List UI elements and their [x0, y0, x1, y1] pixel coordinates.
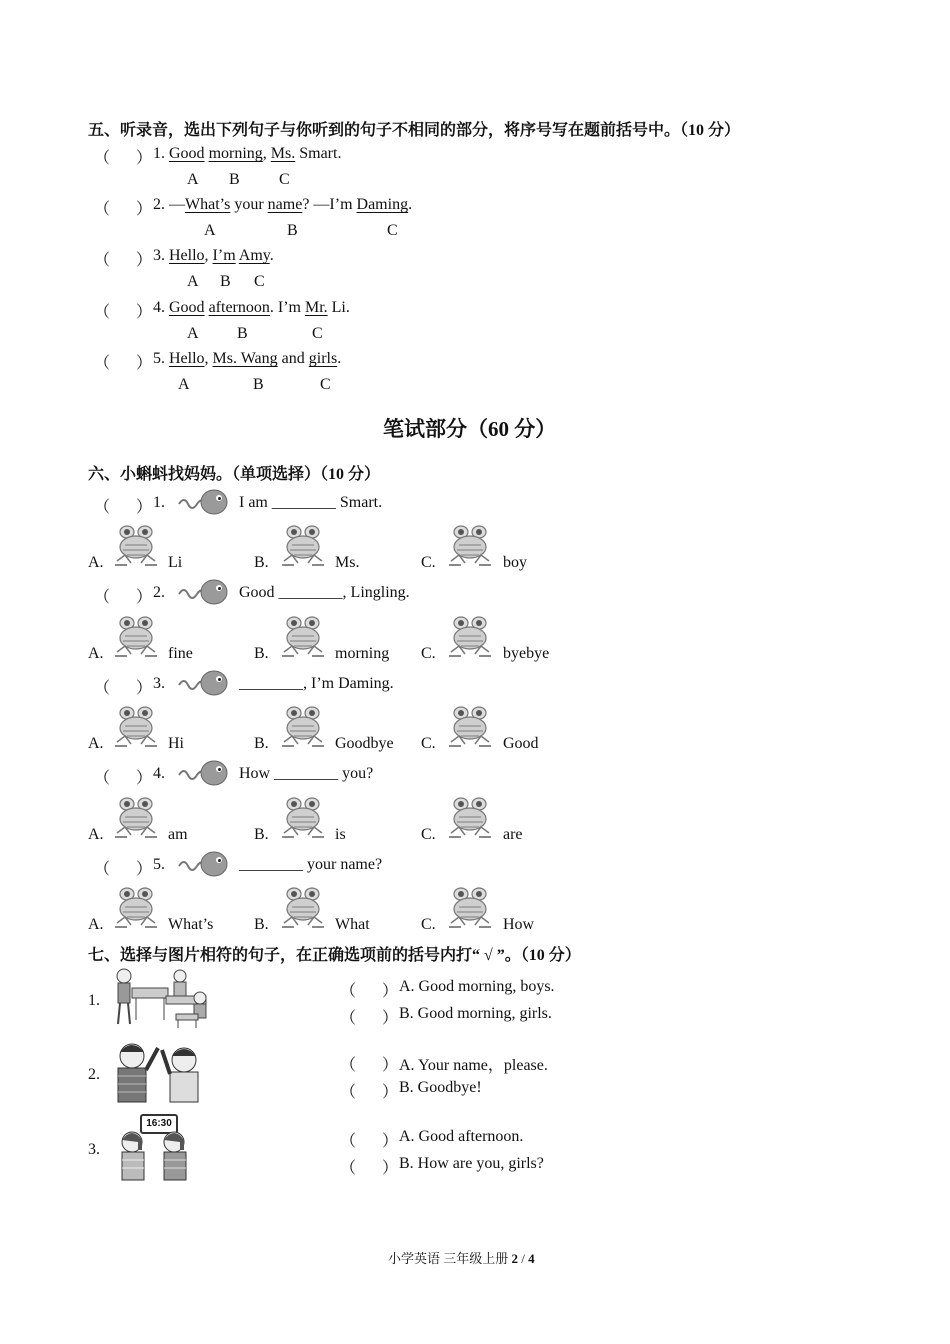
question-number: 2.	[153, 196, 165, 213]
option-letter-a: A.	[88, 645, 104, 662]
option-letter-b: B.	[254, 916, 269, 933]
option-letter-a: A.	[88, 826, 104, 843]
option-text: byebye	[503, 645, 550, 662]
answer-bracket[interactable]: （ ）	[94, 252, 153, 269]
frog-icon[interactable]	[115, 614, 159, 658]
answer-bracket[interactable]: （ ）	[94, 304, 153, 321]
option-letter-c: C.	[421, 554, 436, 571]
question-text: How ________ you?	[239, 765, 374, 782]
part-b: I’m	[212, 247, 236, 264]
part-c: Ms.	[270, 145, 296, 162]
bracket-close: ）	[136, 150, 153, 167]
part-c: Amy	[238, 247, 270, 264]
tadpole-icon	[177, 669, 229, 697]
option-text: Good	[503, 735, 539, 752]
answer-bracket[interactable]: （ ）	[340, 1010, 399, 1027]
option-text: Ms.	[335, 554, 360, 571]
section-6-heading: 六、小蝌蚪找妈妈。（单项选择）（10 分）	[88, 466, 381, 483]
frog-icon[interactable]	[282, 523, 326, 567]
question-text: I am ________ Smart.	[239, 494, 383, 511]
answer-bracket[interactable]: （ ）	[340, 1057, 399, 1074]
question-number: 3.	[153, 247, 165, 264]
option-text: am	[168, 826, 188, 843]
section-5-heading: 五、听录音，选出下列句子与你听到的句子不相同的部分，将序号写在题前括号中。（10 分）	[88, 122, 741, 139]
answer-bracket[interactable]: （ ）	[94, 861, 153, 878]
answer-bracket[interactable]	[94, 145, 154, 168]
option-text: Hi	[168, 735, 184, 752]
two-boys-waving-picture	[110, 1040, 206, 1106]
question-number: 3.	[88, 1141, 100, 1158]
option-text: Goodbye	[335, 735, 394, 752]
option-text: Li	[168, 554, 183, 571]
question-number: 1.	[153, 145, 165, 162]
two-girls-clock-picture	[110, 1114, 196, 1186]
classroom-picture	[110, 966, 214, 1028]
answer-bracket[interactable]: （ ）	[94, 589, 153, 606]
option-letter-a: A.	[88, 554, 104, 571]
frog-icon[interactable]	[449, 795, 493, 839]
part-a: Good	[169, 145, 205, 162]
question-number: 5.	[153, 856, 165, 873]
question-number: 4.	[153, 765, 165, 782]
sentence-2: 2. —What’s your name? —I’m Daming.	[153, 196, 413, 213]
part-a: Good	[169, 299, 205, 316]
option-letter-c: C.	[421, 916, 436, 933]
answer-bracket[interactable]: （ ）	[94, 355, 153, 372]
sentence-1: 1. Good morning, Ms. Smart.	[153, 145, 342, 162]
part-b: name	[267, 196, 303, 213]
frog-icon[interactable]	[449, 523, 493, 567]
frog-icon[interactable]	[115, 885, 159, 929]
written-part-title: 笔试部分（60 分）	[383, 417, 557, 441]
tadpole-icon	[177, 759, 229, 787]
answer-bracket[interactable]: （ ）	[340, 1133, 399, 1150]
option-letter-c: C.	[421, 826, 436, 843]
frog-icon[interactable]	[115, 795, 159, 839]
option-text: How	[503, 916, 535, 933]
total-pages: 4	[528, 1251, 535, 1266]
frog-icon[interactable]	[449, 614, 493, 658]
clock-icon: 16:30	[140, 1114, 178, 1134]
footer-text: 小学英语 三年级上册	[388, 1251, 512, 1266]
section-7-heading: 七、选择与图片相符的句子，在正确选项前的括号内打“ √ ”。（10 分）	[88, 947, 581, 964]
answer-bracket[interactable]: （ ）	[94, 499, 153, 516]
answer-bracket[interactable]: （ ）	[340, 1160, 399, 1177]
page-number: 2	[511, 1251, 519, 1266]
frog-icon[interactable]	[282, 614, 326, 658]
option-text: boy	[503, 554, 527, 571]
answer-bracket[interactable]: （ ）	[94, 201, 153, 218]
sentence-4: 4. Good afternoon. I’m Mr. Li.	[153, 299, 350, 316]
option-b-text: B. Goodbye!	[399, 1079, 482, 1096]
part-a: Hello	[169, 350, 205, 367]
frog-icon[interactable]	[115, 523, 159, 567]
question-number: 1.	[88, 992, 100, 1009]
sentence-5: 5. Hello, Ms. Wang and girls.	[153, 350, 342, 367]
part-b: morning	[208, 145, 263, 162]
question-number: 4.	[153, 299, 165, 316]
option-letter-b: B.	[254, 645, 269, 662]
option-text: are	[503, 826, 523, 843]
option-a-text: A. Good afternoon.	[399, 1128, 524, 1145]
sentence-3: 3. Hello, I’m Amy.	[153, 247, 274, 264]
tadpole-icon	[177, 578, 229, 606]
part-a: What’s	[185, 196, 231, 213]
option-b-text: B. Good morning, girls.	[399, 1005, 552, 1022]
option-letter-b: B.	[254, 735, 269, 752]
question-text: Good ________, Lingling.	[239, 584, 410, 601]
part-a: Hello	[169, 247, 205, 264]
frog-icon[interactable]	[282, 885, 326, 929]
frog-icon[interactable]	[282, 704, 326, 748]
option-letter-b: B.	[254, 554, 269, 571]
part-c: girls	[308, 350, 338, 367]
option-a-text: A. Your name，please.	[399, 1057, 548, 1074]
option-a-text: A. Good morning, boys.	[399, 978, 555, 995]
tadpole-icon	[177, 488, 229, 516]
option-letter-a: A.	[88, 916, 104, 933]
option-letter-c: C.	[421, 645, 436, 662]
option-text: is	[335, 826, 346, 843]
answer-bracket[interactable]: （ ）	[340, 983, 399, 1000]
option-text: fine	[168, 645, 193, 662]
bracket-open: （	[94, 150, 111, 167]
frog-icon[interactable]	[282, 795, 326, 839]
question-text: ________, I’m Daming.	[239, 675, 394, 692]
question-number: 2.	[88, 1066, 100, 1083]
option-letter-c: C.	[421, 735, 436, 752]
answer-bracket[interactable]: （ ）	[94, 770, 153, 787]
tadpole-icon	[177, 850, 229, 878]
option-letter-b: B.	[254, 826, 269, 843]
answer-bracket[interactable]: （ ）	[94, 680, 153, 697]
part-c: Mr.	[304, 299, 328, 316]
option-text: What	[335, 916, 370, 933]
question-number: 3.	[153, 675, 165, 692]
option-text: What’s	[168, 916, 214, 933]
question-number: 1.	[153, 494, 165, 511]
question-text: ________ your name?	[239, 856, 383, 873]
option-b-text: B. How are you, girls?	[399, 1155, 544, 1172]
page-footer: 小学英语 三年级上册 2 / 4	[388, 1251, 535, 1266]
question-number: 2.	[153, 584, 165, 601]
frog-icon[interactable]	[449, 885, 493, 929]
part-b: Ms. Wang	[212, 350, 278, 367]
frog-icon[interactable]	[449, 704, 493, 748]
part-b: afternoon	[208, 299, 270, 316]
part-c: Daming	[356, 196, 409, 213]
frog-icon[interactable]	[115, 704, 159, 748]
option-text: morning	[335, 645, 390, 662]
question-number: 5.	[153, 350, 165, 367]
answer-bracket[interactable]: （ ）	[340, 1084, 399, 1101]
option-letter-a: A.	[88, 735, 104, 752]
